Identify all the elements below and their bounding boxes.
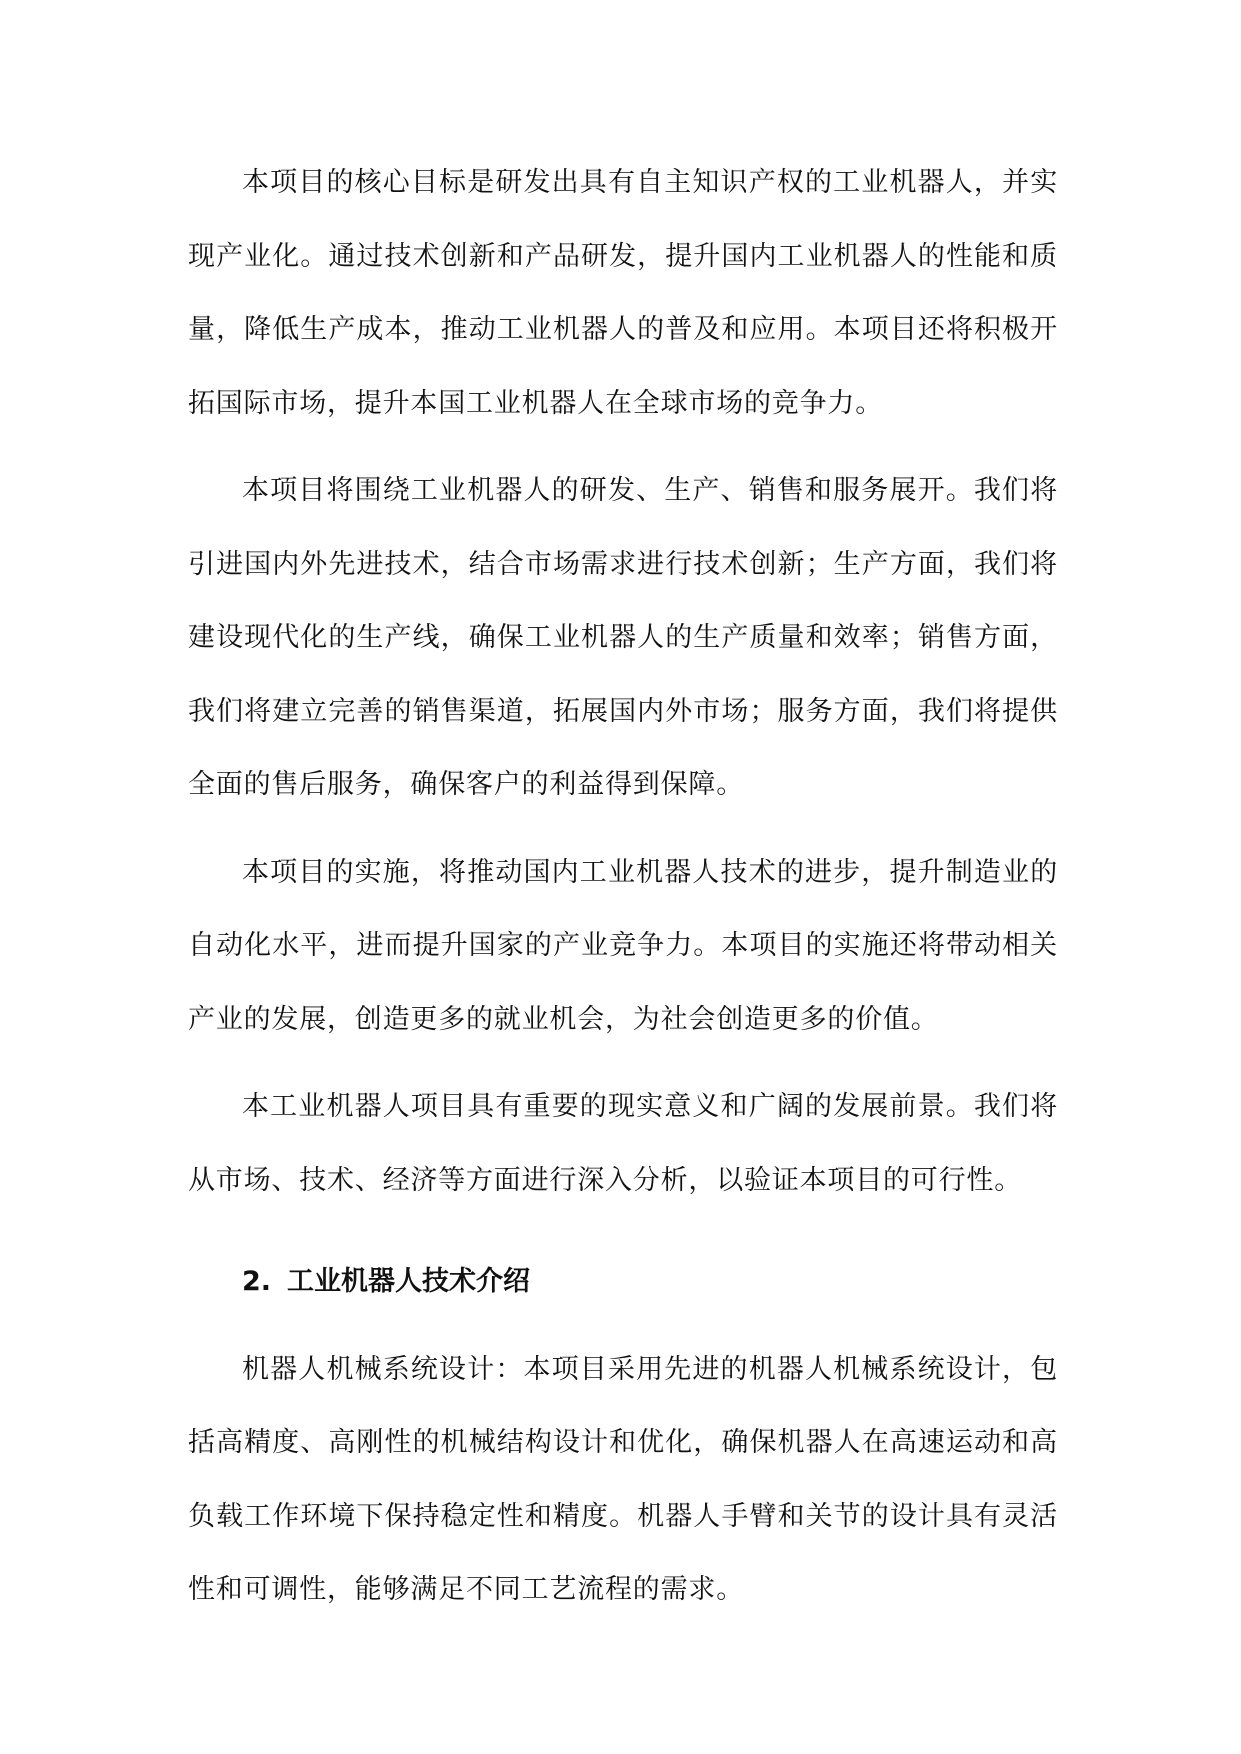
section-number: 2. bbox=[242, 1266, 272, 1297]
paragraph-project-scope: 本项目将围绕工业机器人的研发、生产、销售和服务展开。我们将引进国内外先进技术，结合市场需求进行技术创新；生产方面，我们将建设现代化的生产线，确保工业机器人的生产质量和效率；销售方面，我们将建立完善的销售渠道，拓展国内外市场；服务方面，我们将提供全面的售后服务，确保客户的利益得到保障。 bbox=[188, 475, 1058, 800]
paragraph-feasibility-summary: 本工业机器人项目具有重要的现实意义和广阔的发展前景。我们将从市场、技术、经济等方面进行深入分析，以验证本项目的可行性。 bbox=[188, 1091, 1058, 1196]
section-title: 工业机器人技术介绍 bbox=[287, 1266, 531, 1297]
paragraph-project-impact: 本项目的实施，将推动国内工业机器人技术的进步，提升制造业的自动化水平，进而提升国家的产业竞争力。本项目的实施还将带动相关产业的发展，创造更多的就业机会，为社会创造更多的价值。 bbox=[188, 856, 1058, 1035]
paragraph-core-objective: 本项目的核心目标是研发出具有自主知识产权的工业机器人，并实现产业化。通过技术创新和产品研发，提升国内工业机器人的性能和质量，降低生产成本，推动工业机器人的普及和应用。本项目还将积极开拓国际市场，提升本国工业机器人在全球市场的竞争力。 bbox=[188, 167, 1058, 419]
document-page bbox=[188, 146, 1058, 1641]
paragraph-mechanical-design: 机器人机械系统设计：本项目采用先进的机器人机械系统设计，包括高精度、高刚性的机械结构设计和优化，确保机器人在高速运动和高负载工作环境下保持稳定性和精度。机器人手臂和关节的设计具有灵活性和可调性，能够满足不同工艺流程的需求。 bbox=[188, 1353, 1058, 1605]
section-heading bbox=[188, 1245, 1058, 1319]
